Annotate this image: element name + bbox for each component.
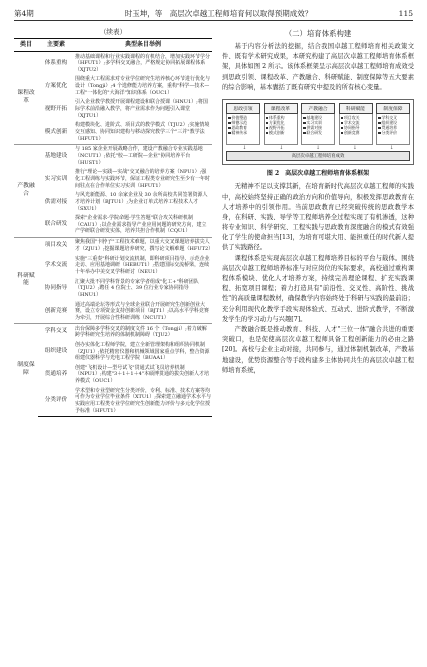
case-cell: 创建"飞机设计—型号试飞"贯通式试飞员培养机制（NPU1）;构建"3＋1＋1＋4"本硕博贯通的拔尖创新人才培养模式（OUC1） xyxy=(75,364,210,385)
bullet-square-icon xyxy=(228,122,231,125)
category-cell: 科研赋能 xyxy=(14,237,38,323)
figure-columns xyxy=(226,103,410,145)
bullet-square-icon xyxy=(303,122,306,125)
table-row xyxy=(14,237,212,254)
figure-item: 实习实训 xyxy=(303,120,333,125)
bullet-square-icon xyxy=(266,122,269,125)
table-row xyxy=(14,98,212,121)
case-cell: 创办实体化工程师学院，建立全新管理架构和组织协同机制（ZJU1）;依托精密仪器和机械领域国家重点学科，整合资源组建仪器科学与光电工程学院（BUAA1） xyxy=(75,341,210,362)
table-row xyxy=(14,214,212,237)
figure-item: 贯通培养 xyxy=(378,125,408,130)
framework-figure xyxy=(222,99,414,165)
bullet-square-icon xyxy=(303,127,306,130)
case-cell: 构建模块化、进阶式、项目式的教学模式（TJU2）;实施情境交互感知、协同知识建构与移动探究教学三个"三并"教学法（HFUT1） xyxy=(75,122,210,142)
bullet-square-icon xyxy=(228,117,231,120)
figure-column xyxy=(264,103,298,145)
figure-item: 模式创新 xyxy=(266,130,296,135)
category-cell: 课程改革 xyxy=(14,51,38,144)
col-header-category: 类目 xyxy=(14,39,38,52)
framework-table xyxy=(14,38,212,417)
figure-item: 学术交流 xyxy=(341,120,371,125)
figure-item-list xyxy=(264,114,298,145)
element-cell: 创新竞赛 xyxy=(44,307,68,314)
paragraph: 无精神不足以支撑其新，在培育新时代高层次卓越工程师的实践中，高校始终坚持正确的政治方向和价值导向，积极发挥思政教育在人才培养中的引领作用。当前思政教育已经突破传统的思政教学本身，在科研、实践、导学等工程师培养全过程实现了有机渗透，这种将专业知识、科学研究、工程实践与思政教育深度融合的模式有效强化了学生的使命担当[13]，为培育可堪大用、能担重任的时代新人提供了实践路径。 xyxy=(222,183,414,252)
figure-item: 思政教育 xyxy=(228,125,258,130)
element-cell: 组织建设 xyxy=(44,348,68,355)
category-cell: 制度保障 xyxy=(14,323,38,416)
figure-outcome-box: 高层次卓越工程师培育成效 xyxy=(226,151,410,161)
case-cell: 推行"理论—实践—实战"交叉融合的培养方案（NPU1）;强化工程训练与实践环节，保证工程类专业研究生至少有一年时间驻点在合作单位实习实训（HFUT1） xyxy=(75,169,211,189)
element-cell: 协同指导 xyxy=(44,284,68,291)
element-cell: 贯通培养 xyxy=(44,371,68,378)
table-header-row xyxy=(14,39,212,52)
element-cell: 联合研发 xyxy=(44,221,68,228)
header-rule xyxy=(14,20,413,21)
table-row xyxy=(14,121,212,144)
table-row xyxy=(14,51,212,74)
case-cell: 聚焦我国"卡脖子"工程技术难题，以重大交叉课题培养拔尖人才（ZJU1）;挖掘课题培养研究，撰写论文解难题（HFUT2） xyxy=(74,237,212,254)
paragraph: 产教融合既是推动教育、科技、人才"三位一体"融合共进的重要突破口，也是促使高层次卓越工程师具备工程创新能力的必由之路[20]。高校与企业主动对接，共同参与，通过体制机制改革，产教基地建设，优势资源整合等手段构建多主体协同共生的高层次卓越工程师培育系统， xyxy=(222,325,414,374)
element-cell: 体系重构 xyxy=(38,51,74,74)
figure-caption: 图 2 高层次卓越工程师培育体系框架 xyxy=(266,170,370,178)
case-cell: 通过高端论坛等形式与全球企业联合开展研究生创新创业大赛，设立专项资金支持创新项目（BJT1）;以高水平学科竞赛为牵引，开展综合性科研训练（NCUT1） xyxy=(75,301,209,321)
case-cell: 与风光新能源、10 余家企业及 30 余所高校共同签署资源人才培养计划（BJTU1）;为企业订单式培养工程技术人才（SXU1） xyxy=(75,192,208,212)
figure-item: 供需对接 xyxy=(303,125,333,130)
bullet-square-icon xyxy=(378,132,381,135)
bullet-square-icon xyxy=(378,117,381,120)
table-row xyxy=(14,191,212,214)
figure-column-title: 课程改革 xyxy=(264,103,298,114)
figure-column xyxy=(301,103,335,145)
paragraph: 课程体系是实现高层次卓越工程师培养目标的平台与载体。围绕高层次卓越工程师培养标准与对应岗位的实际要求，高校通过重构课程体系模块、优化人才培养方案，持续完善理论课程、扩充实践课程、拓宽项目课程；着力打造具有"前沿性、交叉性、高阶性、挑战性"的高质量课程教材，确保教学内容始终处于科研与实践的最前沿；充分利用现代化教学手段实现体验式、互动式、进阶式教学，不断激发学生的学习动力与兴趣[7]。 xyxy=(222,254,414,323)
figure-item: 视野开拓 xyxy=(266,125,296,130)
figure-column-title: 科研赋能 xyxy=(339,103,373,114)
table-row xyxy=(14,75,212,98)
running-title: 时玉坤，等 高层次卓越工程师培育何以取得预期成效？ xyxy=(124,8,313,18)
figure-item: 基地建设 xyxy=(303,115,333,120)
col-header-case: 典型条目举例 xyxy=(74,39,212,52)
figure-item: 创新竞赛 xyxy=(341,130,371,135)
table-row xyxy=(14,300,212,323)
table-row xyxy=(14,144,212,167)
figure-item: 方案优化 xyxy=(266,120,296,125)
element-cell: 项目攻关 xyxy=(38,237,74,254)
figure-item: 组织建设 xyxy=(378,120,408,125)
table-caption: （续表） xyxy=(99,28,127,36)
section-heading: （二）培育体系构建 xyxy=(284,29,352,38)
bullet-square-icon xyxy=(228,132,231,135)
figure-item: 体系重构 xyxy=(266,115,296,120)
table-row xyxy=(14,168,212,191)
figure-item-list xyxy=(226,114,260,145)
element-cell: 供需对接 xyxy=(44,198,68,205)
figure-column-title: 制度保障 xyxy=(376,103,410,114)
figure-item: 分类评价 xyxy=(378,130,408,135)
element-cell: 模式创新 xyxy=(44,128,68,135)
bullet-square-icon xyxy=(303,117,306,120)
case-cell: 与 185 家企业开展战略合作，建设产教融合专业实践基地（NCUT1）;依托"校—工研院—企业"协同培养平台（HUST1） xyxy=(74,144,212,167)
figure-item: 精神传承 xyxy=(228,130,258,135)
bullet-square-icon xyxy=(266,117,269,120)
running-header xyxy=(14,6,413,20)
figure-item: 学科交叉 xyxy=(378,115,408,120)
table-row xyxy=(14,340,212,363)
bullet-square-icon xyxy=(341,122,344,125)
figure-item: 价值塑造 xyxy=(228,115,258,120)
bullet-square-icon xyxy=(378,127,381,130)
figure-column xyxy=(226,103,260,145)
case-cell: 出台保障多学科交叉的制度文件 16 个（Tongji）;着力破解跨学科研究生培养的体制机制障碍（TJU2） xyxy=(74,323,212,340)
issue-number: 第4期 xyxy=(14,8,34,18)
paragraph: 基于内容分析法的挖掘，结合我国卓越工程师培育相关政策文件、既有学术研究成果，本研究构建了高层次卓越工程师培育体系框架，具体如图 2 所示。该体系框架呈示高层次卓越工程师培育成效受到思政引领、课程改革、产教融合、科研赋能、制度保障等五大要素的综合影响，基本囊括了既有研究中提及的所有核心变量。 xyxy=(222,43,414,91)
figure-column-title: 思政引领 xyxy=(226,103,260,114)
figure-item-list xyxy=(376,114,410,145)
table-row xyxy=(14,386,212,416)
category-cell: 产教融合 xyxy=(14,144,38,237)
figure-item-list xyxy=(339,114,373,145)
case-cell: 围绕重大工程需求对专业学位研究生培养核心环节进行优化与设计（Tongji）;4 个选修能力培养方案，重构"科学—技术—工程"一体化的"大海洋"知识体系（OUC1） xyxy=(75,76,211,96)
figure-item-list xyxy=(301,114,335,145)
case-cell: 引入企业教学教授开展课程建设和联合授课（HNU1）;将国际学术前沿融入教学，将产业需求作为问题引入课堂（XJTU1） xyxy=(75,99,208,119)
figure-column xyxy=(376,103,410,145)
figure-column-title: 产教融合 xyxy=(301,103,335,114)
bullet-square-icon xyxy=(228,127,231,130)
arrow-down-icon: ↓ xyxy=(352,144,357,151)
element-cell: 实习实训 xyxy=(44,175,68,182)
case-cell: 汇聚大批不同学科背景的专家学者组成"化工+"科研团队（TJU2）;聘任 4 位院士、39 位行业专家协同指导（HNU1） xyxy=(75,278,199,298)
col-header-element: 主要素 xyxy=(38,39,74,52)
element-cell: 学术交流 xyxy=(44,261,68,268)
figure-column xyxy=(339,103,373,145)
case-cell: 学术型和专业型研究生分类评价，专利、标准、技术方案等均可作为专业学位毕业条件（XTU1）;探索建立融通学术水平与实践应用工程类专业学位研究生创新能力评价与多元化学位授予标准（HFUT1） xyxy=(74,386,212,416)
figure-item: 项目攻关 xyxy=(341,115,371,120)
arrow-down-icon: ↓ xyxy=(389,144,394,151)
bullet-square-icon xyxy=(266,127,269,130)
bullet-square-icon xyxy=(341,132,344,135)
left-column xyxy=(14,24,212,417)
figure-item: 联合研发 xyxy=(303,130,333,135)
arrow-down-icon: ↓ xyxy=(315,144,321,151)
right-column xyxy=(222,24,414,376)
table-row xyxy=(14,363,212,386)
table-row xyxy=(14,277,212,300)
table-row xyxy=(14,254,212,277)
bullet-square-icon xyxy=(266,132,269,135)
arrow-down-icon: ↓ xyxy=(242,144,247,151)
element-cell: 方案优化 xyxy=(44,82,68,89)
table-row xyxy=(14,323,212,340)
element-cell: 视野开拓 xyxy=(44,105,68,112)
case-cell: 实施"三重奏"科研计划交流机制，即科研项目指导、示范企业走访、应用基地调研（HEBUT1）;搭建国际交流桥梁，连续十年举办中美交叉学科研讨（NEU1） xyxy=(75,255,210,275)
element-cell: 分类评价 xyxy=(38,386,74,416)
bullet-square-icon xyxy=(341,127,344,130)
figure-item: 协同指导 xyxy=(341,125,371,130)
case-cell: 探索"企业需求-学院命题-学生答题"联合攻关科研机制（CAU1）;以企业需求指导产业应用问题的研究方向，建立产学研联合研发实体，培养共担合作机制（CQU1） xyxy=(75,215,207,235)
figure-item: 师德示范 xyxy=(228,120,258,125)
case-cell: 推动基础课程和行业实践课程的有机结合，增加实践环节学分（HFUT1）;多学科交叉融合，严格规定协同拓展课程体系（XJTU2） xyxy=(74,51,212,74)
element-cell: 学科交叉 xyxy=(38,323,74,340)
bullet-square-icon xyxy=(378,122,381,125)
arrow-down-icon: ↓ xyxy=(279,144,284,151)
bullet-square-icon xyxy=(303,132,306,135)
element-cell: 基地建设 xyxy=(38,144,74,167)
page-number: 115 xyxy=(398,8,413,18)
bullet-square-icon xyxy=(341,117,344,120)
